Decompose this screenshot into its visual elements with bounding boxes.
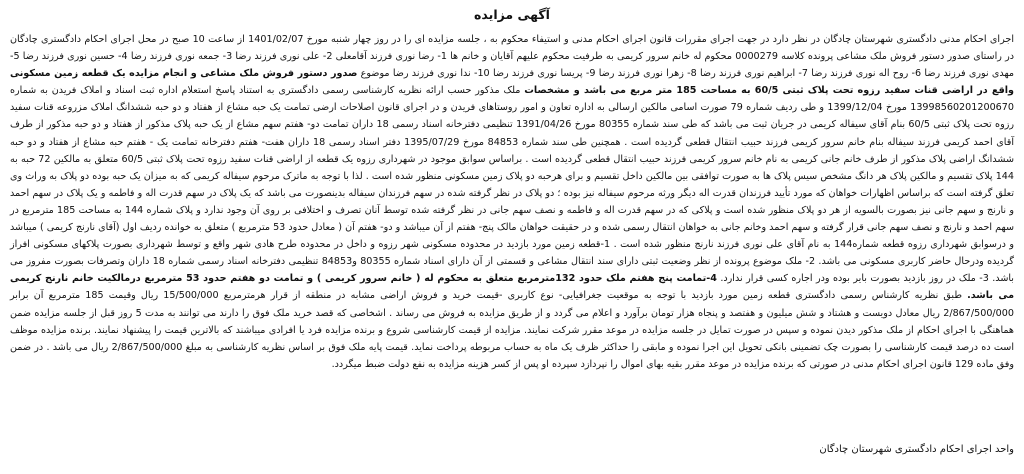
- notice-paragraph-intro: اجرای احکام مدنی دادگستری شهرستان چادگان در نظر دارد در جهت اجرای مقررات قانون اجرای احکام مدنی و استیفاء محکوم به ، جلسه مزایده ای را در روز چهار شنبه مورخ 1401/02/07 از ساعت 10 صبح در محل اجرای احکام دادگستری چادگان در راستای صدور دستور فروش ملک مشاعی پرونده کلاسه 0000279 محکوم له خانم سرور کریمی به طرفیت محکوم علیهم آقایان و خانم ها 1- رضا نوری فرزند آقامعلی 2- علی نوری فرزند رضا 3- جمعه نوری فرزند رضا 4- حسین نوری فرزند رضا 5- مهدی نوری فرزند رضا 6- روح اله نوری فرزند رضا 7- ابراهیم نوری فرزند رضا 8- زهرا نوری فرزند رضا 9- پریسا نوری فرزند رضا 10- ندا نوری فرزند رضا موضوع: [10, 34, 1015, 80]
- notice-paragraph-details: ملک مذکور حسب ارائه نظریه کارشناسی رسمی دادگستری به استناد پاسخ استعلام اداره ثبت اسناد و املاک فریدن به شماره 13998560201200670 مورخ 1399/12/04 و طی ردیف شماره 79 صورت اسامی مالکین ارسالی به اداره تعاون و امور روستاهای فریدن و در اجرای قانون اصلاحات ارضی تمامت یک حبه مشاع از هفتاد و دو حبه ششدانگ املاک مزروعه قنات سفید رزوه تحت پلاک ثبتی 60/5 بنام آقای سیفاله کریمی در جریان ثبت می باشد که طی سند شماره 80355 مورخ 1391/04/26 تنظیمی دفترخانه اسناد رسمی 18 داران تمامت دو- هفتم سهم مشاع از یک حبه پلاک مذکور از هفتاد و دو حبه مذکور از طرف آقای احمد کریمی فرزند سیفاله بنام خانم سرور کریمی فرزند حبیب انتقال قطعی گردیده است . همچنین طی سند شماره 84853 مورخ 1395/07/29 دفتر اسناد رسمی 18 داران هفت- هفتم دفترخانه تمامت یک - هفتم حبه مشاع از هفتاد و دو حبه ششدانگ اراضی پلاک مذکور از طرف خانم جانی کریمی به نام خانم سرور کریمی فرزند حبیب انتقال قطعی گردیده است . براساس سوابق موجود در شهرداری رزوه یک قطعه از اراضی قنات سفید رزوه تحت پلاک ثبتی 60/5 متعلق به مالکین 72 حبه به 144 پلاک تقسیم و مالکین پلاک هر دانگ مشخص سیس پلاک ها به صورت توافقی بین مالکین داخل تقسیم و برای هرحبه دو پلاک زمین مسکونی منظور شده است . لذا با توجه به ماترک مرحوم سیفاله کریمی که به میزان یک حبه بوده دو پلاک به وراث وی تعلق گرفته است که براساس اظهارات خواهان که مورد تأیید فرزندان قدرت اله دیگر ورثه مرحوم سیفاله نیز بوده ؛ دو پلاک در نظر گرفته شده در سهم فرزندان سیفاله بدینصورت می باشد که یک پلاک در سهم قدرت اله و فاطمه و یک پلاک در سهم احمد و نارنج و سهم جانی نیز بصورت بالسویه از هر دو پلاک منظور شده است و پلاکی که در سهم قدرت اله و فاطمه و نصف سهم جانی در نظر گرفته شده توسط آنان تصرف و اختلافی بر روی آن وجود ندارد و پلاک شماره 144 به مساحت 185 مترمربع در سهم احمد و نارنج و نصف سهم جانی قرار گرفته و سهم احمد وخانم جانی به خواهان انتقال رسمی شده و در حقیقت خواهان مالک پنج- هفتم از آن میباشد و دو- هفتم آن ( معادل حدود 53 مترمربع ) متعلق به خوانده ردیف اول (آقای نارنج کریمی ) میباشد و درسوابق شهرداری رزوه قطعه شماره144 به نام آقای علی نوری فرزند نارنج منظور شده است . 1-قطعه زمین مورد بازدید در محدوده مسکونی شهر رزوه و داخل در محدوده طرح هادی شهر واقع و توسط شهرداری بصورت پلاکهای مسکونی افراز گردیده ودرحال حاضر کاربری مسکونی می باشد. 2- ملک موضوع پرونده از نظر وضعیت ثبتی دارای سند انتقال مشاعی و قسمتی از آن دارای اسناد شماره 80355 و84853 تنظیمی دفترخانه اسناد رسمی شماره 18 داران وتصرفات بصورت مفروز می باشد. 3- ملک در روز بازدید بصورت بایر بوده ودر اجاره کسی قرار ندارد.: [10, 85, 1015, 285]
- notice-paragraph-terms: طبق نظریه کارشناس رسمی دادگستری قطعه زمین مورد بازدید با توجه به موقعیت جغرافیایی- نوع کاربری -قیمت خرید و فروش اراضی مشابه در منطقه از قرار هرمترمربع 15/500/000 ریال وقیمت 185 مترمربع آن برابر 2/867/500/000 ریال معادل دویست و هشتاد و شش میلیون و هفتصد و پنجاه هزار تومان برآورد و اعلام می گردد و از طریق مزایده به فروش می رساند . اشخاصی که قصد خرید ملک فوق را دارند می توانند به مدت 5 روز قبل از جلسه مزایده ضمن هماهنگی با اجرای احکام از ملک مذکور دیدن نموده و سپس در صورت تمایل در جلسه مزایده در موعد مقرر شرکت نمایند. مزایده از قیمت کارشناسی شروع و برنده مزایده فرد یا افرادی میباشند که بالاترین قیمت را پیشنهاد نمایند. برنده مزایده موظف است ده درصد قیمت کارشناسی را بصورت چک تضمینی بانکی تحویل این اجرا نموده و مابقی را حداکثر ظرف یک ماه به حساب مربوطه پرداخت نماید. قیمت پایه ملک فوق بر اساس نظریه کارشناسی به مبلغ 2/867/500/000 ریال می باشد . در ضمن وفق ماده 129 قانون اجرای احکام مدنی در صورتی که برنده مزایده در موعد مقرر بقیه بهای اموال را نپردازد سپرده او پس از کسر هزینه مزایده به نفع دولت ضبط میگردد.: [10, 290, 1014, 370]
- notice-title: آگهی مزایده: [474, 7, 550, 22]
- notice-bold-subject: صدور دستور فروش ملک مشاعی و انجام مزایده یک قطعه زمین مسکونی واقع در اراضی قنات سفید رزوه تحت پلاک ثبتی 60/5 به مساحت 185 متر مربع می باشد و مشخصات: [10, 68, 1014, 97]
- notice-footer-signature: واحد اجرای احکام دادگستری شهرستان چادگان: [819, 444, 1014, 455]
- notice-body: [10, 31, 1014, 373]
- notice-bold-ownership: 4-تمامت پنج هفتم ملک حدود 132مترمربع متعلق به محکوم له ( خانم سرور کریمی ) و تمامت دو هفتم حدود 53 مترمربع درمالکیت خانم نارنج کریمی می باشد.: [10, 273, 1015, 302]
